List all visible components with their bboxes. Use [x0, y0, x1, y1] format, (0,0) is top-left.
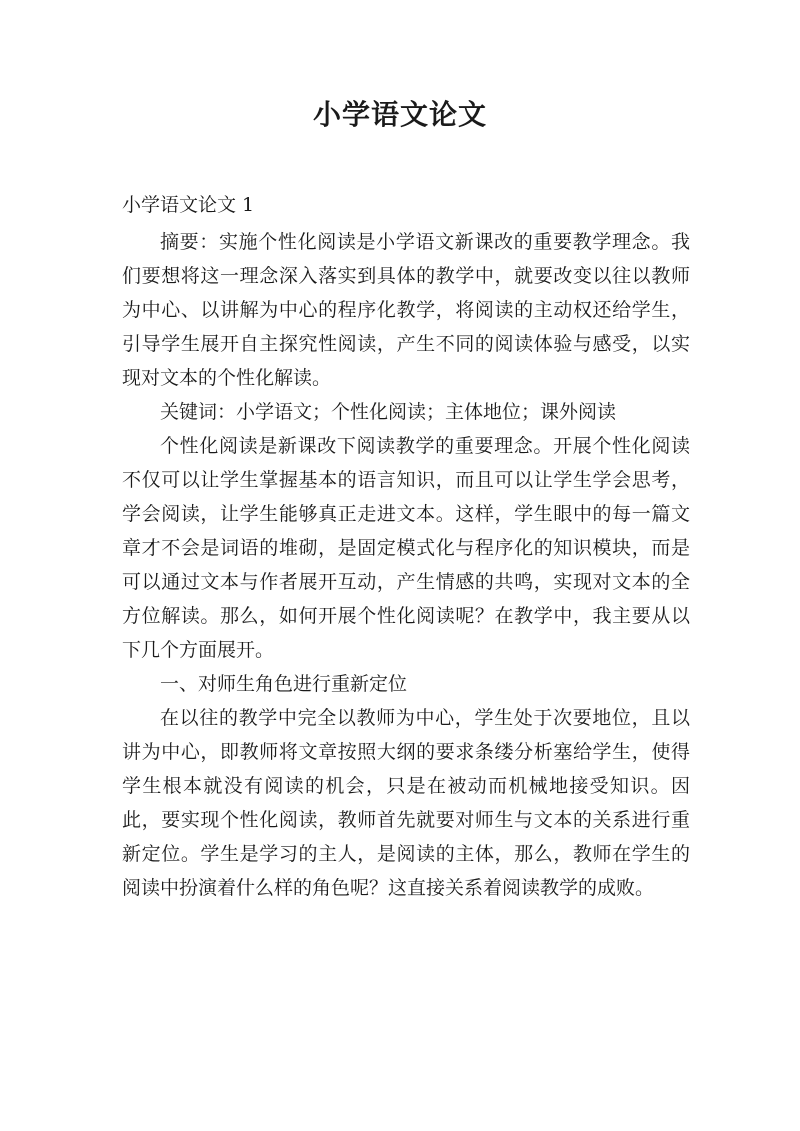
section-heading: 小学语文论文 1 [122, 194, 255, 216]
keywords-paragraph: 关键词：小学语文；个性化阅读；主体地位；课外阅读 [160, 401, 617, 423]
abstract-paragraph: 摘要：实施个性化阅读是小学语文新课改的重要教学理念。我们要想将这一理念深入落实到具体的教学中，就要改变以往以教师为中心、以讲解为中心的程序化教学，将阅读的主动权还给学生，引导学生展开自主探究性阅读，产生不同的阅读体验与感受，以实现对文本的个性化解读。 [122, 231, 690, 389]
document-body [122, 188, 690, 905]
subsection-heading: 一、对师生角色进行重新定位 [160, 673, 408, 695]
document-title: 小学语文论文 [312, 98, 487, 131]
body-paragraph: 个性化阅读是新课改下阅读教学的重要理念。开展个性化阅读不仅可以让学生掌握基本的语言知识，而且可以让学生学会思考，学会阅读，让学生能够真正走进文本。这样，学生眼中的每一篇文章才不会是词语的堆砌，是固定模式化与程序化的知识模块，而是可以通过文本与作者展开互动，产生情感的共鸣，实现对文本的全方位解读。那么，如何开展个性化阅读呢？在教学中，我主要从以下几个方面展开。 [122, 435, 690, 661]
body-paragraph: 在以往的教学中完全以教师为中心，学生处于次要地位，且以讲为中心，即教师将文章按照大纲的要求条缕分析塞给学生，使得学生根本就没有阅读的机会，只是在被动而机械地接受知识。因此，要实现个性化阅读，教师首先就要对师生与文本的关系进行重新定位。学生是学习的主人，是阅读的主体，那么，教师在学生的阅读中扮演着什么样的角色呢？这直接关系着阅读教学的成败。 [122, 707, 690, 899]
